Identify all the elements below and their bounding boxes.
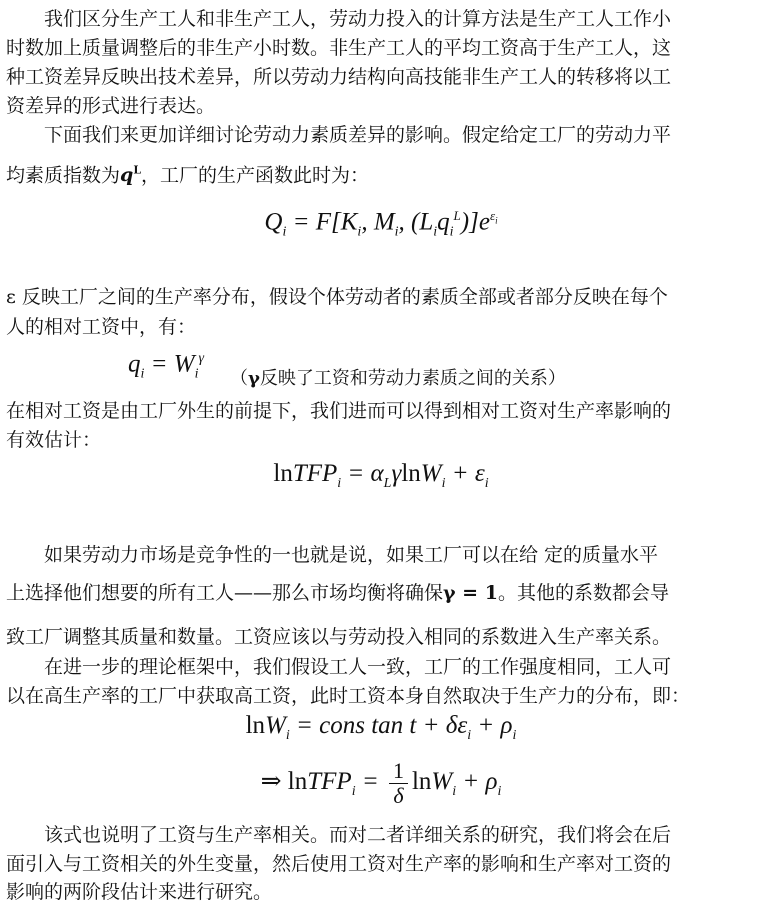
eq1-q-sub: i bbox=[282, 224, 287, 240]
eq2-w-sub: i bbox=[194, 366, 199, 382]
implies-arrow: ⇒ bbox=[260, 768, 288, 795]
eq3-epsilon-sub: i bbox=[484, 476, 489, 491]
eq3-alpha: = α bbox=[341, 460, 384, 487]
eq4-constant-delta: = cons tan t + δε bbox=[289, 712, 468, 739]
eq1-q: Q bbox=[264, 208, 283, 236]
eq5-ln: ln bbox=[287, 768, 308, 795]
eq2-w-sup: γ bbox=[198, 351, 205, 366]
eq5-tfp: TFP bbox=[307, 768, 352, 795]
paragraph-5-line-1: 如果劳动力市场是竞争性的一也就是说，如果工厂可以在给 定的质量水平 bbox=[44, 544, 659, 566]
eq3-w-sub: i bbox=[441, 476, 446, 491]
eq1-close-exp: )]e bbox=[460, 208, 490, 236]
paragraph-5-line-3: 致工厂调整其质量和数量。工资应该以与劳动投入相同的系数进入生产率关系。 bbox=[6, 626, 672, 648]
paragraph-5-prefix: 上选择他们想要的所有工人——那么市场均衡将确保 bbox=[6, 582, 444, 604]
eq4-w-sub: i bbox=[285, 728, 290, 743]
equation-tfp-estimate bbox=[0, 456, 762, 502]
eq5-numerator: 1 bbox=[389, 759, 408, 784]
eq5-equals: = bbox=[355, 768, 385, 795]
eq4-rho-sub: i bbox=[512, 728, 517, 743]
paragraph-5-line-2 bbox=[6, 580, 756, 606]
eq5-rho-sub: i bbox=[497, 784, 502, 799]
paragraph-7-line-1: 该式也说明了工资与生产率相关。而对二者详细关系的研究，我们将会在后 bbox=[44, 824, 672, 846]
eq5-w-sub: i bbox=[452, 784, 457, 799]
eq4-epsilon-sub: i bbox=[467, 728, 472, 743]
equation-quality-wage bbox=[128, 342, 204, 391]
eq1-m-sub: i bbox=[394, 224, 399, 240]
paragraph-1-line-1: 我们区分生产工人和非生产工人，劳动力投入的计算方法是生产工人工作小 bbox=[44, 8, 672, 30]
paragraph-3-line-1: ε 反映工厂之间的生产率分布，假设个体劳动者的素质全部或者部分反映在每个 bbox=[6, 286, 668, 308]
eq3-gamma: γ bbox=[391, 460, 402, 487]
note-text: 反映了工资和劳动力素质之间的关系） bbox=[259, 368, 566, 389]
eq1-f-k: = F[K bbox=[286, 208, 358, 236]
equation-tfp-wage bbox=[0, 752, 762, 812]
eq3-w: W bbox=[420, 460, 442, 487]
eq1-quality-sub: i bbox=[449, 224, 454, 240]
quality-index-sup: L bbox=[133, 164, 142, 177]
paragraph-4-line-1: 在相对工资是由工厂外生的前提下，我们进而可以得到相对工资对生产率影响的 bbox=[6, 400, 672, 422]
paragraph-2-prefix: 均素质指数为 bbox=[6, 164, 121, 187]
paragraph-1-line-4: 资差异的形式进行表达。 bbox=[6, 95, 216, 117]
eq2-q: q bbox=[128, 350, 141, 378]
paragraph-2-line-2 bbox=[6, 158, 756, 188]
eq3-epsilon: + ε bbox=[445, 460, 485, 487]
paragraph-4-line-2: 有效估计： bbox=[6, 429, 102, 451]
eq2-q-sub: i bbox=[140, 366, 145, 382]
eq1-exp-sub: i bbox=[495, 215, 498, 226]
eq1-quality: q bbox=[437, 208, 450, 236]
eq4-ln: ln bbox=[245, 712, 266, 739]
gamma-equals-one: γ = 1 bbox=[443, 582, 498, 604]
equation-wage bbox=[0, 708, 762, 754]
eq1-l: , (L bbox=[398, 208, 434, 236]
eq5-rho: + ρ bbox=[456, 768, 498, 795]
eq5-w: W bbox=[431, 768, 453, 795]
eq2-w: = W bbox=[144, 350, 195, 378]
eq5-denominator: δ bbox=[393, 782, 404, 808]
paragraph-7-line-3: 影响的两阶段估计来进行研究。 bbox=[6, 881, 273, 903]
note-open-paren: （ bbox=[230, 368, 248, 389]
paragraph-6-line-2: 以在高生产率的工厂中获取高工资，此时工资本身自然取决于生产力的分布，即： bbox=[6, 685, 691, 707]
eq5-tfp-sub: i bbox=[351, 784, 356, 799]
eq5-fraction bbox=[389, 759, 408, 808]
paragraph-6-line-1: 在进一步的理论框架中，我们假设工人一致，工厂的工作强度相同，工人可 bbox=[44, 656, 672, 678]
eq3-tfp-sub: i bbox=[337, 476, 342, 491]
eq1-l-sub: i bbox=[433, 224, 438, 240]
eq3-ln-2: ln bbox=[401, 460, 421, 487]
eq5-ln-2: ln bbox=[411, 768, 432, 795]
eq1-k-sub: i bbox=[357, 224, 362, 240]
paragraph-2-line-1: 下面我们来更加详细讨论劳动力素质差异的影响。假定给定工厂的劳动力平 bbox=[44, 124, 672, 146]
paragraph-3-line-2: 人的相对工资中，有： bbox=[6, 316, 197, 338]
eq3-ln: ln bbox=[273, 460, 293, 487]
eq3-alpha-sub: L bbox=[383, 476, 392, 491]
paragraph-7-line-2: 面引入与工资相关的外生变量，然后使用工资对生产率的影响和生产率对工资的 bbox=[6, 853, 672, 875]
eq4-rho: + ρ bbox=[471, 712, 513, 739]
paragraph-1-line-2: 时数加上质量调整后的非生产小时数。非生产工人的平均工资高于生产工人，这 bbox=[6, 37, 672, 59]
paragraph-1-line-3: 种工资差异反映出技术差异，所以劳动力结构向高技能非生产工人的转移将以工 bbox=[6, 66, 672, 88]
quality-index-symbol: q bbox=[120, 164, 134, 187]
note-gamma: γ bbox=[248, 368, 260, 389]
eq1-m: , M bbox=[361, 208, 395, 236]
eq3-tfp: TFP bbox=[292, 460, 338, 487]
paragraph-2-suffix: ，工厂的生产函数此时为： bbox=[141, 164, 370, 187]
gamma-note bbox=[230, 366, 566, 392]
equation-production-function bbox=[0, 198, 762, 250]
eq1-quality-sup: L bbox=[453, 208, 461, 223]
eq4-w: W bbox=[265, 712, 286, 739]
eq1-exp-epsilon: ε bbox=[489, 208, 496, 223]
paragraph-5-suffix: 。其他的系数都会导 bbox=[497, 582, 669, 604]
